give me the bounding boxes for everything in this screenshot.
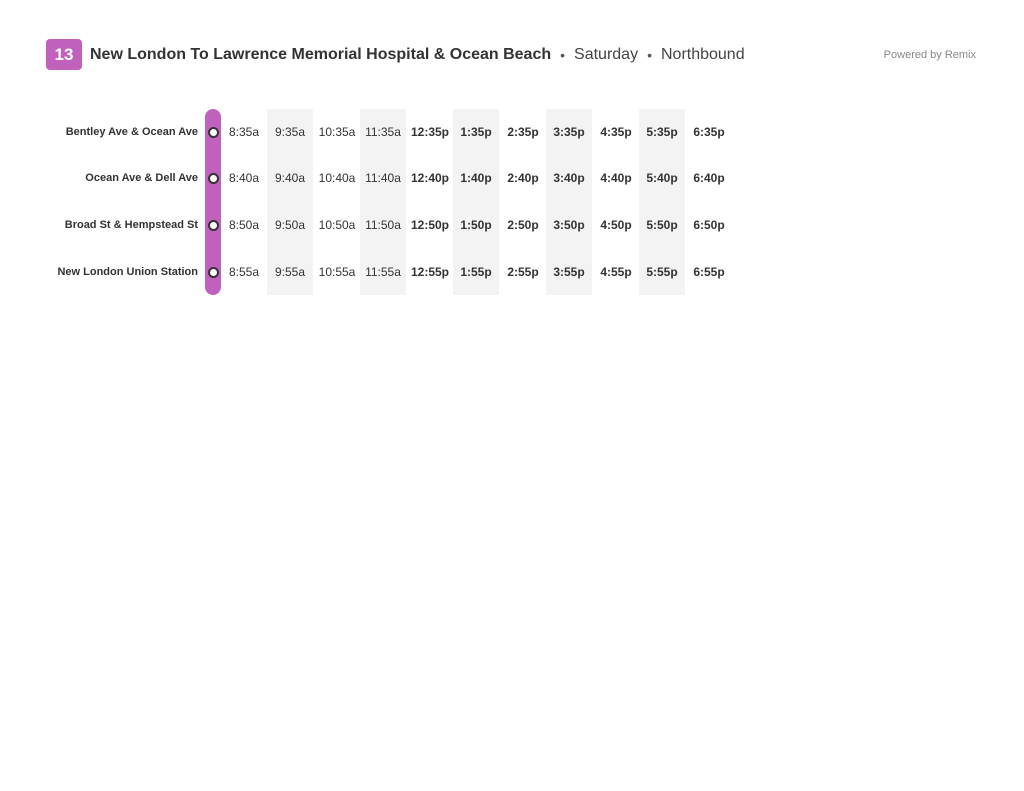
departure-time: 3:40p bbox=[553, 171, 585, 185]
departure-time: 5:35p bbox=[646, 125, 678, 139]
departure-time: 1:55p bbox=[460, 265, 492, 279]
departure-time: 4:55p bbox=[600, 265, 632, 279]
stop-marker-icon bbox=[208, 173, 219, 184]
departure-time: 6:55p bbox=[693, 265, 725, 279]
departure-time: 1:50p bbox=[460, 218, 492, 232]
timetable bbox=[0, 109, 1024, 295]
departure-time: 2:35p bbox=[507, 125, 539, 139]
powered-by-label: Powered by Remix bbox=[883, 48, 976, 61]
departure-time: 8:40a bbox=[228, 171, 260, 185]
stop-marker-icon bbox=[208, 127, 219, 138]
departure-time: 4:35p bbox=[600, 125, 632, 139]
departure-time: 10:50a bbox=[318, 218, 356, 232]
departure-time: 12:50p bbox=[410, 218, 450, 232]
departure-time: 9:55a bbox=[274, 265, 306, 279]
departure-time: 5:40p bbox=[646, 171, 678, 185]
departure-time: 6:50p bbox=[693, 218, 725, 232]
departure-time: 9:40a bbox=[274, 171, 306, 185]
route-name: New London To Lawrence Memorial Hospital & Ocean Beach bbox=[90, 45, 552, 63]
departure-time: 12:40p bbox=[410, 171, 450, 185]
departure-time: 12:35p bbox=[410, 125, 450, 139]
departure-time: 9:50a bbox=[274, 218, 306, 232]
direction: Northbound bbox=[660, 45, 745, 63]
departure-time: 1:35p bbox=[460, 125, 492, 139]
departure-time: 10:35a bbox=[318, 125, 356, 139]
route-number-badge: 13 bbox=[46, 39, 82, 70]
departure-time: 2:55p bbox=[507, 265, 539, 279]
departure-time: 8:55a bbox=[228, 265, 260, 279]
stop-name: Ocean Ave & Dell Ave bbox=[85, 172, 198, 184]
departure-time: 4:40p bbox=[600, 171, 632, 185]
separator-dot: • bbox=[647, 46, 652, 63]
departure-time: 3:35p bbox=[553, 125, 585, 139]
departure-time: 2:40p bbox=[507, 171, 539, 185]
separator-dot: • bbox=[560, 46, 566, 63]
departure-time: 6:35p bbox=[693, 125, 725, 139]
schedule-header bbox=[46, 39, 976, 70]
departure-time: 5:50p bbox=[646, 218, 678, 232]
service-day: Saturday bbox=[574, 45, 639, 63]
departure-time: 8:35a bbox=[228, 125, 260, 139]
departure-time: 12:55p bbox=[410, 265, 450, 279]
departure-time: 10:40a bbox=[318, 171, 356, 185]
departure-time: 2:50p bbox=[507, 218, 539, 232]
departure-time: 4:50p bbox=[600, 218, 632, 232]
departure-time: 8:50a bbox=[228, 218, 260, 232]
departure-time: 11:40a bbox=[365, 171, 401, 185]
departure-time: 1:40p bbox=[460, 171, 492, 185]
departure-time: 11:55a bbox=[365, 265, 401, 279]
departure-time: 5:55p bbox=[646, 265, 678, 279]
departure-time: 3:55p bbox=[553, 265, 585, 279]
departure-time: 10:55a bbox=[318, 265, 356, 279]
departure-time: 3:50p bbox=[553, 218, 585, 232]
departure-time: 6:40p bbox=[693, 171, 725, 185]
departure-time: 11:35a bbox=[365, 125, 401, 139]
stop-marker-icon bbox=[208, 267, 219, 278]
stop-name: Bentley Ave & Ocean Ave bbox=[65, 126, 198, 138]
stop-name: New London Union Station bbox=[57, 266, 198, 278]
stop-marker-icon bbox=[208, 220, 219, 231]
departure-time: 11:50a bbox=[365, 218, 401, 232]
departure-time: 9:35a bbox=[274, 125, 306, 139]
stop-name: Broad St & Hempstead St bbox=[64, 219, 198, 231]
